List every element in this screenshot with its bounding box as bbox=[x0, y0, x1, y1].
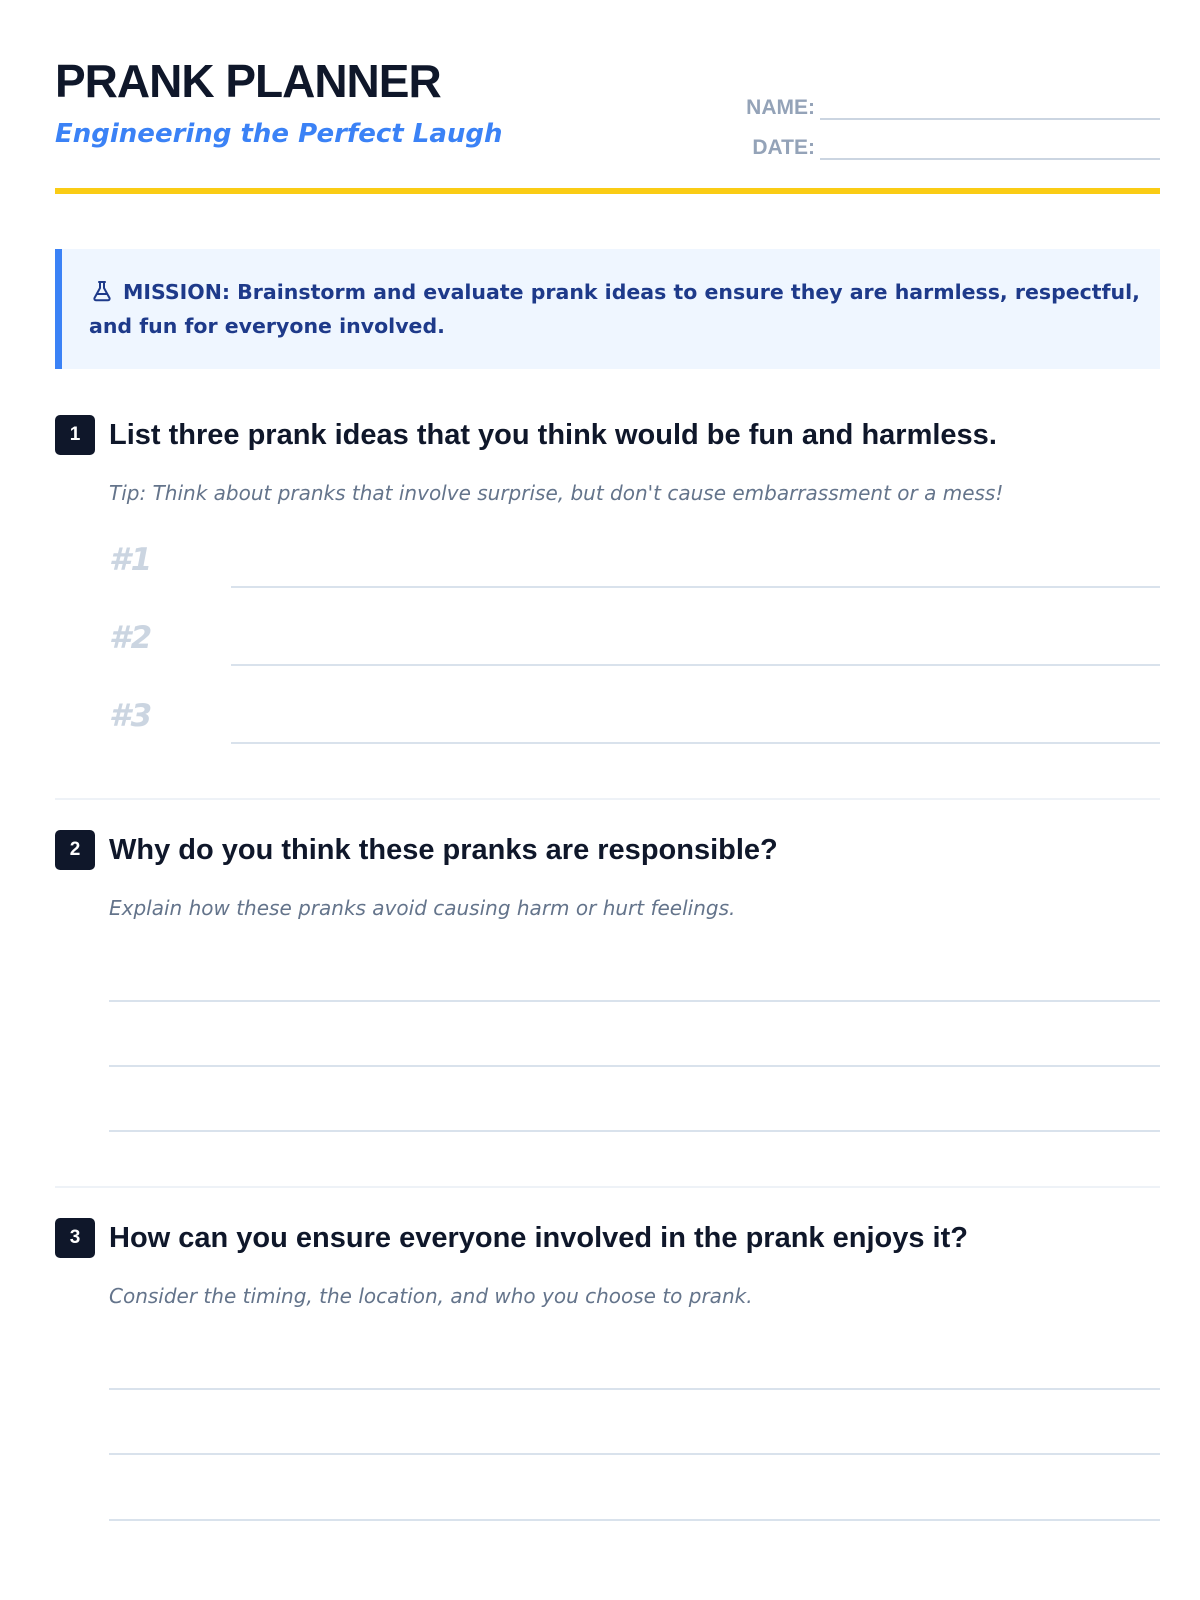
question-text: List three prank ideas that you think would be fun and harmless. bbox=[109, 419, 997, 451]
name-input-line[interactable] bbox=[820, 118, 1160, 120]
idea-number: #3 bbox=[109, 698, 153, 734]
idea-row-1[interactable] bbox=[109, 542, 1160, 602]
answer-line[interactable] bbox=[109, 1065, 1160, 1067]
section-divider bbox=[55, 798, 1160, 800]
date-field[interactable] bbox=[730, 128, 1160, 158]
question-number-badge: 2 bbox=[55, 830, 95, 870]
page-title: PRANK PLANNER bbox=[55, 55, 441, 107]
name-field[interactable] bbox=[730, 88, 1160, 118]
idea-number: #2 bbox=[109, 620, 153, 656]
name-label: NAME: bbox=[746, 96, 815, 119]
page-subtitle: Engineering the Perfect Laugh bbox=[55, 119, 503, 149]
idea-answer-line[interactable] bbox=[231, 742, 1160, 744]
question-text: How can you ensure everyone involved in the prank enjoys it? bbox=[109, 1222, 968, 1254]
mission-callout bbox=[55, 249, 1160, 369]
header-divider bbox=[55, 188, 1160, 194]
question-number-badge: 3 bbox=[55, 1218, 95, 1258]
answer-line[interactable] bbox=[109, 1388, 1160, 1390]
answer-line[interactable] bbox=[109, 1000, 1160, 1002]
idea-answer-line[interactable] bbox=[231, 586, 1160, 588]
worksheet bbox=[55, 0, 1160, 1600]
question-hint: Explain how these pranks avoid causing harm or hurt feelings. bbox=[109, 896, 736, 920]
answer-line[interactable] bbox=[109, 1453, 1160, 1455]
question-hint: Consider the timing, the location, and who you choose to prank. bbox=[109, 1284, 753, 1308]
answer-line[interactable] bbox=[109, 1519, 1160, 1521]
question-hint: Tip: Think about pranks that involve surprise, but don't cause embarrassment or a mess! bbox=[109, 481, 1004, 505]
mission-text: MISSION: Brainstorm and evaluate prank ideas to ensure they are harmless, respectful, and fun for everyone involved. bbox=[89, 280, 1140, 338]
question-number-badge: 1 bbox=[55, 415, 95, 455]
idea-row-2[interactable] bbox=[109, 620, 1160, 680]
idea-row-3[interactable] bbox=[109, 698, 1160, 758]
flask-icon bbox=[89, 279, 115, 303]
answer-line[interactable] bbox=[109, 1130, 1160, 1132]
section-divider bbox=[55, 1186, 1160, 1188]
date-input-line[interactable] bbox=[820, 158, 1160, 160]
question-text: Why do you think these pranks are responsible? bbox=[109, 834, 778, 866]
idea-answer-line[interactable] bbox=[231, 664, 1160, 666]
idea-number: #1 bbox=[109, 542, 153, 578]
date-label: DATE: bbox=[752, 136, 815, 159]
